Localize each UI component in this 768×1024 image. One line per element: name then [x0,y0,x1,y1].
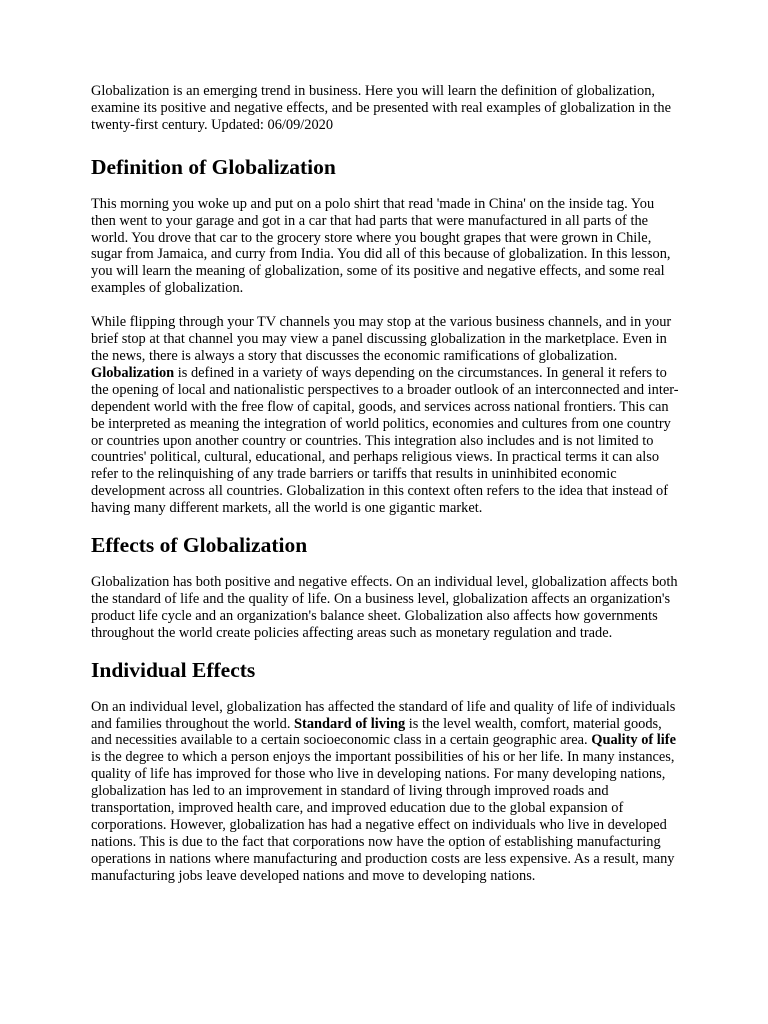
definition-section [91,154,681,517]
text-run: While flipping through your TV channels you may stop at the various business channels, and in your brief stop at that channel you may view a panel discussing globalization in the marketplace. Even in the news, there is always a story that discusses the economic ramifications of globalization. [91,314,672,364]
text-run: On an individual level, globalization has affected the standard of life and quality of life of individuals and families throughout the world. [91,698,676,732]
definition-paragraph-2 [91,314,681,517]
text-run: is the level wealth, comfort, material goods, and necessities available to a certain socioeconomic class in a certain geographic area. [91,715,662,749]
effects-paragraph: Globalization has both positive and negative effects. On an individual level, globalization affects both the standard of life and the quality of life. On a business level, globalization affects an organization's product life cycle and an organization's balance sheet. Globalization also affects how governments throughout the world create policies affecting areas such as monetary regulation and trade. [91,574,678,641]
section-heading-individual: Individual Effects [91,657,256,682]
individual-section [91,657,681,885]
text-run: is defined in a variety of ways depending on the circumstances. In general it refers to the opening of local and nationalistic perspectives to a broader outlook of an interconnected and inter-dependent world with the free flow of capital, goods, and services across national frontiers. This can be interpreted as meaning the integration of world politics, economies and cultures from one country or countries upon another country or countries. This integration also includes and is not limited to countries' political, cultural, educational, and perhaps religious views. In practical terms it can also refer to the relinquishing of any trade barriers or tariffs that results in uninhibited economic development across all countries. Globalization in this context often refers to the idea that instead of having many different markets, all the world is one gigantic market. [91,364,679,517]
bold-term-quality-of-life: Quality of life [591,732,676,749]
document-page [91,83,681,885]
bold-term-globalization: Globalization [91,364,175,381]
definition-paragraph-1: This morning you woke up and put on a polo shirt that read 'made in China' on the inside tag. You then went to your garage and got in a car that had parts that were manufactured in all parts of the world. You drove that car to the grocery store where you bought grapes that were grown in Chile, sugar from Jamaica, and curry from India. You did all of this because of globalization. In this lesson, you will learn the meaning of globalization, some of its positive and negative effects, and some real examples of globalization. [91,195,671,297]
text-run: is the degree to which a person enjoys the important possibilities of his or her life. In many instances, quality of life has improved for those who live in developing nations. For many developing nations, globalization has led to an improvement in standard of living through improved roads and transportation, improved health care, and improved education due to the global expansion of corporations. However, globalization has had a negative effect on individuals who live in developed nations. This is due to the fact that corporations now have the option of establishing manufacturing operations in nations where manufacturing and production costs are less expensive. As a result, many manufacturing jobs leave developed nations and move to developing nations. [91,749,675,884]
individual-paragraph [91,699,681,885]
bold-term-standard-of-living: Standard of living [294,715,406,732]
section-heading-effects: Effects of Globalization [91,533,308,558]
intro-paragraph: Globalization is an emerging trend in business. Here you will learn the definition of globalization, examine its positive and negative effects, and be presented with real examples of globalization in the twenty-first century. Updated: 06/09/2020 [91,83,671,133]
section-heading-definition: Definition of Globalization [91,154,336,179]
effects-section [91,532,681,642]
